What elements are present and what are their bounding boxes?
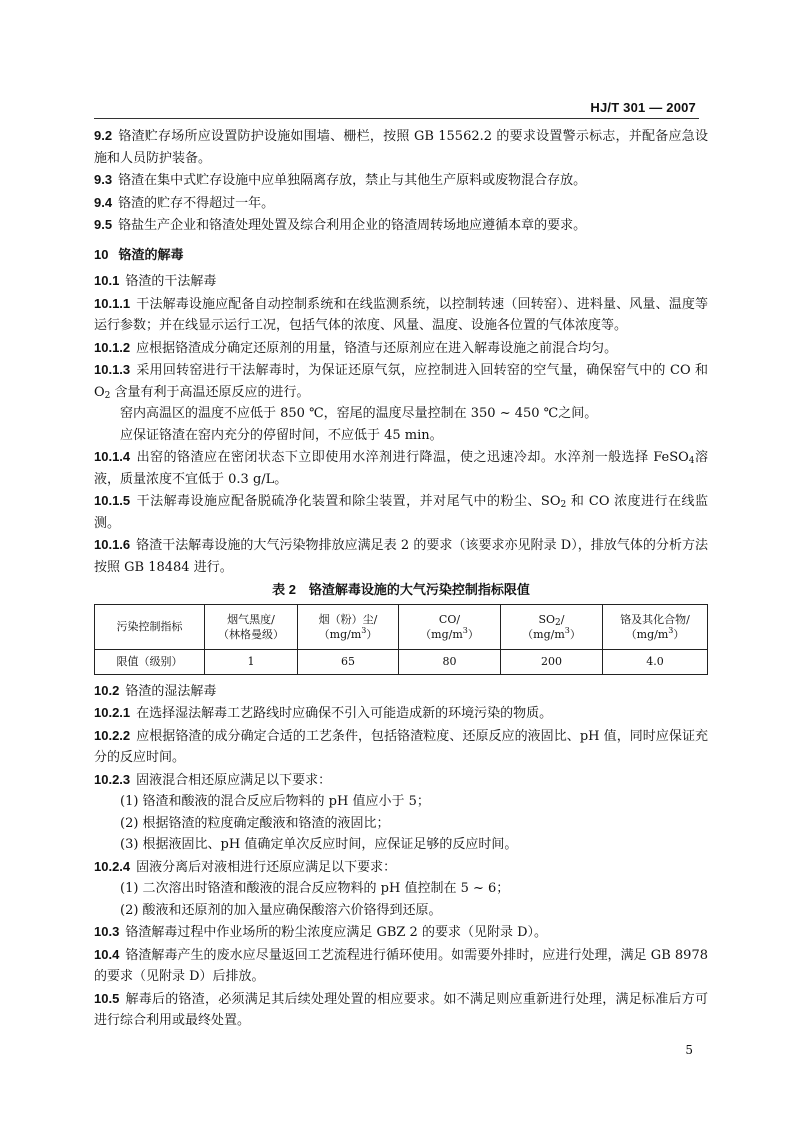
list-item: (1) 铬渣和酸液的混合反应后物料的 pH 值应小于 5； xyxy=(120,794,430,809)
header-smoke-blackness: 烟气黑度/ （林格曼级） xyxy=(205,604,298,649)
clause-text: 铬渣解毒产生的废水应尽量返回工艺流程进行循环使用。如需要外排时，应进行处理，满足 GB 8978 的要求（见附录 D）后排放。 xyxy=(94,947,708,984)
clause-number: 9.5 xyxy=(94,217,113,232)
clause-10-1-2 xyxy=(94,337,708,360)
clause-number: 10.1.3 xyxy=(94,362,131,377)
clause-text: 解毒后的铬渣，必须满足其后续处理处置的相应要求。如不满足则应重新进行处理，满足标准后方可进行综合利用或最终处置。 xyxy=(94,991,708,1028)
list-item: (2) 酸液和还原剂的加入量应确保酸溶六价铬得到还原。 xyxy=(120,902,442,918)
clause-number: 10.2.4 xyxy=(94,858,131,874)
clause-text: 采用回转窑进行干法解毒时，为保证还原气氛，应控制进入回转窑的空气量，确保窑气中的 CO 和 O xyxy=(94,363,708,400)
page-content xyxy=(94,125,708,1032)
clause-9-5 xyxy=(94,214,708,237)
clause-number: 10.1.5 xyxy=(94,493,131,508)
clause-9-3 xyxy=(94,169,708,192)
clause-9-2 xyxy=(94,125,708,169)
clause-10-5 xyxy=(94,988,708,1032)
table-cell: 1 xyxy=(205,649,298,674)
table-cell: 限值（级别） xyxy=(95,649,205,674)
clause-text: 出窑的铬渣应在密闭状态下立即使用水淬剂进行降温，使之迅速冷却。水淬剂一般选择 FeSO xyxy=(136,450,689,465)
clause-10-1 xyxy=(94,270,708,293)
clause-10-4 xyxy=(94,944,708,988)
clause-number: 10.2 xyxy=(94,682,120,698)
clause-number: 10.1.4 xyxy=(94,449,131,464)
section-10-heading xyxy=(94,244,708,267)
clause-text: 应根据铬渣的成分确定合适的工艺条件，包括铬渣粒度、还原反应的液固比、pH 值，同时应保证充分的反应时间。 xyxy=(94,728,708,765)
clause-10-2-3 xyxy=(94,769,708,792)
table-cell: 200 xyxy=(501,649,603,674)
table-caption: 表 2 铬渣解毒设施的大气污染控制指标限值 xyxy=(272,582,530,597)
subscript: 2 xyxy=(560,500,567,510)
clause-10-1-3 xyxy=(94,359,708,403)
clause-text: 在选择湿法解毒工艺路线时应确保不引入可能造成新的环境污染的物质。 xyxy=(136,706,553,721)
list-item: (3) 根据液固比、pH 值确定单次反应时间，应保证足够的反应时间。 xyxy=(120,837,518,852)
table-cell: 65 xyxy=(298,649,399,674)
clause-text: 固液混合相还原应满足以下要求： xyxy=(136,772,332,788)
clause-text: 铬渣贮存场所应设置防护设施如围墙、栅栏，按照 GB 15562.2 的要求设置警示标志，并配备应急设施和人员防护装备。 xyxy=(94,129,708,166)
clause-text-cont: 和 CO 浓度进行在线监测。 xyxy=(94,494,708,531)
header-chromium-compounds: 铬及其化合物/ $(mg/m^3)$ xyxy=(603,604,708,649)
clause-text: 应根据铬渣成分确定还原剂的用量，铬渣与还原剂应在进入解毒设施之前混合均匀。 xyxy=(136,340,618,356)
section-title: 铬渣的解毒 xyxy=(118,246,184,262)
clause-text: 铬渣的湿法解毒 xyxy=(125,683,217,699)
subscript: 4 xyxy=(688,456,695,466)
clause-10-2-4 xyxy=(94,856,708,879)
header-co: CO/ $(mg/m^3)$ xyxy=(399,604,501,649)
clause-number: 10.2.3 xyxy=(94,771,131,787)
clause-text: 铬渣干法解毒设施的大气污染物排放应满足表 2 的要求（该要求亦见附录 D），排放气体的分析方法按照 GB 18484 进行。 xyxy=(94,538,708,575)
clause-10-2-2 xyxy=(94,725,708,769)
clause-number: 10.1.6 xyxy=(94,537,131,552)
section-number: 10 xyxy=(94,246,109,262)
clause-9-4 xyxy=(94,192,708,215)
clause-text: 铬渣在集中式贮存设施中应单独隔离存放，禁止与其他生产原料或废物混合存放。 xyxy=(118,173,587,188)
table-row xyxy=(95,649,708,674)
clause-number: 10.2.1 xyxy=(94,705,131,720)
clause-10-1-1 xyxy=(94,293,708,337)
clause-number: 10.1.2 xyxy=(94,339,131,355)
emission-limits-table xyxy=(94,604,708,675)
clause-number: 10.5 xyxy=(94,990,120,1006)
clause-number: 10.2.2 xyxy=(94,727,131,743)
list-item: (1) 二次溶出时铬渣和酸液的混合反应物料的 pH 值控制在 5 ~ 6； xyxy=(120,881,510,896)
clause-number: 9.2 xyxy=(94,128,113,143)
clause-10-1-3-temperature: 窑内高温区的温度不应低于 850 ℃，窑尾的温度尽量控制在 350 ~ 450 ℃之间。 xyxy=(120,406,598,421)
clause-text: 铬盐生产企业和铬渣处理处置及综合利用企业的铬渣周转场地应遵循本章的要求。 xyxy=(118,218,587,233)
clause-number: 10.1.1 xyxy=(94,295,131,311)
clause-text: 干法解毒设施应配备自动控制系统和在线监测系统，以控制转速（回转窑）、进料量、风量、温度等运行参数；并在线显示运行工况，包括气体的浓度、风量、温度、设施各位置的气体浓度等。 xyxy=(94,296,708,333)
clause-number: 10.3 xyxy=(94,924,120,939)
clause-number: 10.1 xyxy=(94,273,120,288)
clause-10-2 xyxy=(94,680,708,703)
clause-text: 铬渣解毒过程中作业场所的粉尘浓度应满足 GBZ 2 的要求（见附录 D）。 xyxy=(125,925,548,940)
list-item: (2) 根据铬渣的粒度确定酸液和铬渣的液固比； xyxy=(120,815,390,831)
clause-text: 干法解毒设施应配备脱硫净化装置和除尘装置，并对尾气中的粉尘、SO xyxy=(136,494,561,509)
clause-number: 9.3 xyxy=(94,172,113,187)
clause-number: 10.4 xyxy=(94,946,120,962)
clause-10-3 xyxy=(94,921,708,944)
table-cell: 80 xyxy=(399,649,501,674)
clause-text: 固液分离后对液相进行还原应满足以下要求： xyxy=(136,859,397,875)
clause-10-1-3-residence: 应保证铬渣在窑内充分的停留时间，不应低于 45 min。 xyxy=(120,427,443,443)
clause-number: 9.4 xyxy=(94,194,113,210)
header-so2: $SO_2/$ $(mg/m^3)$ xyxy=(501,604,603,649)
standard-code: HJ/T 301 — 2007 xyxy=(590,100,696,115)
clause-10-1-6 xyxy=(94,534,708,578)
table-header-row xyxy=(95,604,708,649)
clause-10-1-4 xyxy=(94,446,708,490)
subscript: 2 xyxy=(104,390,111,401)
clause-text-cont: 含量有利于高温还原反应的进行。 xyxy=(110,384,310,400)
clause-text: 铬渣的干法解毒 xyxy=(125,274,217,289)
header-pollutant-indicator: 污染控制指标 xyxy=(95,604,205,649)
header-rule xyxy=(94,118,699,119)
header-dust: 烟（粉）尘/ $(mg/m^3)$ xyxy=(298,604,399,649)
clause-10-1-5 xyxy=(94,490,708,534)
clause-text: 铬渣的贮存不得超过一年。 xyxy=(118,195,275,211)
page-number: 5 xyxy=(685,1043,693,1057)
clause-10-2-1 xyxy=(94,702,708,725)
table-cell: 4.0 xyxy=(603,649,708,674)
clause-text-cont: 溶液，质量浓度不宜低于 0.3 g/L。 xyxy=(94,450,708,487)
